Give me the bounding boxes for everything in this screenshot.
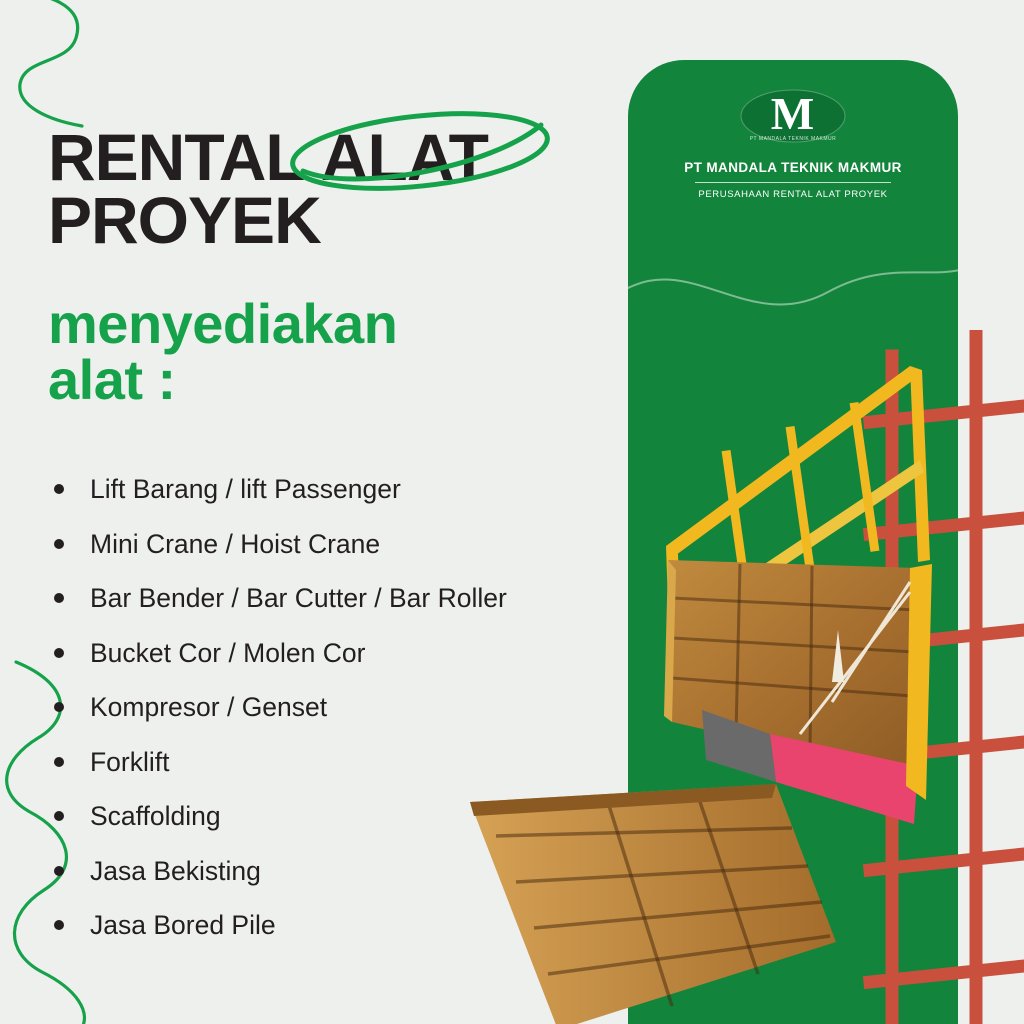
headline-line-2: PROYEK [48, 183, 321, 258]
decorative-squiggle-icon [0, 0, 160, 136]
bullet-icon [54, 920, 64, 930]
bullet-icon [54, 648, 64, 658]
list-item-label: Mini Crane / Hoist Crane [90, 528, 381, 559]
bullet-icon [54, 593, 64, 603]
subheadline-line-2: alat : [48, 348, 176, 411]
equipment-photo [440, 330, 1024, 1024]
list-item-label: Jasa Bored Pile [90, 910, 276, 940]
list-item-label: Jasa Bekisting [90, 855, 261, 886]
cage-upright-post [906, 564, 932, 800]
list-item-label: Forklift [90, 746, 170, 777]
list-item-label: Bar Bender / Bar Cutter / Bar Roller [90, 583, 507, 613]
bullet-icon [54, 757, 64, 767]
headline-text-rental: RENTAL [48, 120, 321, 194]
bullet-icon [54, 866, 64, 876]
list-item-label: Lift Barang / lift Passenger [90, 474, 401, 504]
subheadline-line-1: menyediakan [48, 292, 398, 355]
list-item-label: Bucket Cor / Molen Cor [90, 637, 366, 668]
headline-word-alat [320, 120, 488, 194]
bullet-icon [54, 539, 64, 549]
bullet-icon [54, 702, 64, 712]
headline [48, 120, 648, 258]
bullet-icon [54, 484, 64, 494]
headline-alat-text: ALAT [320, 120, 488, 194]
brand-block [628, 86, 958, 200]
divider [695, 182, 891, 183]
list-item-label: Kompresor / Genset [90, 692, 328, 722]
list-item-label: Scaffolding [90, 801, 221, 831]
bullet-icon [54, 811, 64, 821]
logo-monogram: M [770, 88, 816, 139]
company-tagline: PERUSAHAAN RENTAL ALAT PROYEK [698, 189, 888, 200]
company-name: PT MANDALA TEKNIK MAKMUR [684, 160, 902, 175]
logo-caption: PT MANDALA TEKNIK MAKMUR [749, 136, 837, 142]
logo-badge [737, 86, 849, 148]
headline-line-1 [48, 120, 648, 194]
